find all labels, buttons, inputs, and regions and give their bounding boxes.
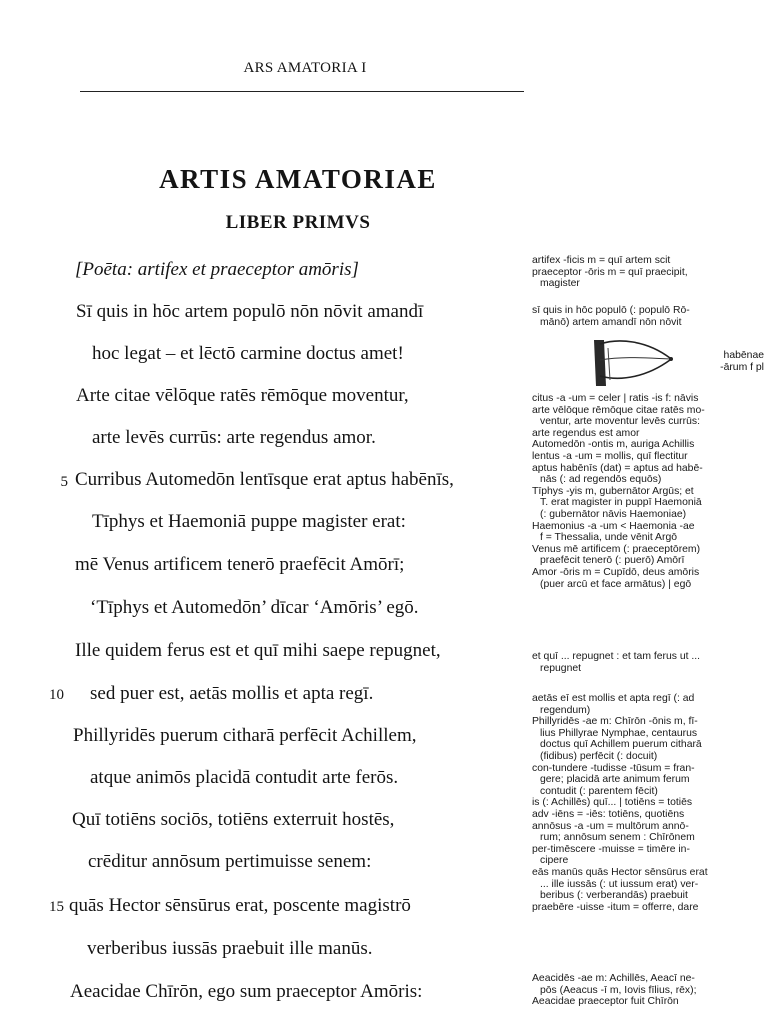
note-line: Aeacidae praeceptor fuit Chīrōn <box>532 996 679 1008</box>
note-block-si-quis <box>532 305 764 328</box>
note-line: pōs (Aeacus -ī m, Iovis fīlius, rēx); <box>540 984 697 996</box>
note-line: sī quis in hōc populō (: populō Rō- <box>532 305 690 316</box>
note-line: Haemonius -a -um < Haemonia -ae <box>532 520 695 532</box>
note-line: (puer arcū et face armātus) | egō <box>540 578 692 590</box>
note-line: lius Phillyrae Nymphae, centaurus <box>540 727 698 739</box>
note-line: lentus -a -um = mollis, quī flectitur <box>532 450 688 462</box>
verse-line: crēditur annōsum pertimuisse senem: <box>88 851 372 872</box>
note-line: (fidibus) perfēcit (: docuit) <box>540 750 658 762</box>
note-line: Venus mē artificem (: praeceptōrem) <box>532 543 701 555</box>
note-line: arte vēlōque rēmōque citae ratēs mo- <box>532 404 705 416</box>
note-line: Aeacidēs -ae m: Achillēs, Aeacī ne- <box>532 973 695 984</box>
verse-line: Tīphys et Haemoniā puppe magister erat: <box>92 511 406 532</box>
note-line: Phillyridēs -ae m: Chīrōn -ōnis m, fī- <box>532 716 698 728</box>
verse-line: hoc legat – et lēctō carmine doctus amet! <box>92 343 404 364</box>
note-line: ... ille iussās (: ut iussum erat) ver- <box>540 878 699 890</box>
verse-line: quās Hector sēnsūrus erat, poscente magistrō <box>69 895 411 916</box>
note-block-artifex <box>532 255 764 290</box>
verse-line: Arte citae vēlōque ratēs rēmōque moventur, <box>76 385 409 406</box>
note-block-repugnet <box>532 651 764 674</box>
verse-line: Phillyridēs puerum citharā perfēcit Achillem, <box>73 725 417 746</box>
note-line: arte regendus est amor <box>532 427 640 439</box>
line-number: 10 <box>49 687 64 703</box>
note-block-aeacides <box>532 973 764 1008</box>
note-line: con-tundere -tudisse -tūsum = fran- <box>532 762 695 774</box>
verse-line: ‘Tīphys et Automedōn’ dīcar ‘Amōris’ egō. <box>90 597 419 618</box>
note-line: citus -a -um = celer | ratis -is f: nāvis <box>532 393 699 404</box>
verse-line: verberibus iussās praebuit ille manūs. <box>87 938 373 959</box>
verse-line: Curribus Automedōn lentīsque erat aptus habēnīs, <box>75 469 454 490</box>
note-line: annōsus -a -um = multōrum annō- <box>532 820 689 832</box>
running-head: ARS AMATORIA I <box>243 60 367 76</box>
note-line: Automedōn -ontis m, auriga Achillis <box>532 439 695 451</box>
verse-line: arte levēs currūs: arte regendus amor. <box>92 427 376 448</box>
verse-line: Sī quis in hōc artem populō nōn nōvit amandī <box>76 301 424 322</box>
verse-line: atque animōs placidā contudit arte ferōs. <box>90 767 399 788</box>
note-line: cipere <box>540 855 569 867</box>
note-line: praefēcit tenerō (: puerō) Amōrī <box>540 555 685 567</box>
book-subtitle: LIBER PRIMVS <box>225 212 371 233</box>
note-line: T. erat magister in puppī Haemoniā <box>540 497 702 509</box>
verse-line: Quī totiēns sociōs, totiēns exterruit hostēs, <box>72 809 395 830</box>
note-line: Amor -ōris m = Cupīdō, deus amōris <box>532 566 700 578</box>
note-line: eās manūs quās Hector sēnsūrus erat <box>532 866 708 878</box>
note-line: is (: Achillēs) quī... | totiēns = totiēs <box>532 797 693 809</box>
reins-illustration-icon <box>588 336 678 390</box>
note-line: et quī ... repugnet : et tam ferus ut ... <box>532 651 701 662</box>
verse-line: Ille quidem ferus est et quī mihi saepe repugnet, <box>75 640 441 661</box>
note-block-citus <box>532 393 764 590</box>
note-line: repugnet <box>540 662 582 674</box>
verse-line: Aeacidae Chīrōn, ego sum praeceptor Amōris: <box>70 981 423 1002</box>
note-line: aetās eī est mollis et apta regī (: ad <box>532 693 695 704</box>
note-line: doctus quī Achillem puerum citharā <box>540 739 702 751</box>
reins-label-line: habēnae <box>723 350 764 361</box>
verse-intro: [Poēta: artifex et praeceptor amōris] <box>75 259 359 280</box>
note-line: contudit (: parentem fēcit) <box>540 785 658 797</box>
note-line: ventur, arte moventur levēs currūs: <box>540 416 700 428</box>
note-line: gere; placidā arte animum ferum <box>540 774 690 786</box>
note-line: magister <box>540 278 580 290</box>
reins-label <box>678 350 764 373</box>
header-rule <box>80 91 524 92</box>
note-line: f = Thessalia, unde vēnit Argō <box>540 532 677 544</box>
note-line: rum; annōsum senem : Chīrōnem <box>540 832 695 844</box>
note-line: per-timēscere -muisse = timēre in- <box>532 843 690 855</box>
note-line: (: gubernātor nāvis Haemoniae) <box>540 508 687 520</box>
note-line: beribus (: verberandās) praebuit <box>540 890 688 902</box>
verse-line: sed puer est, aetās mollis et apta regī. <box>90 683 374 704</box>
note-line: Tīphys -yis m, gubernātor Argūs; et <box>532 485 694 497</box>
note-line: aptus habēnīs (dat) = aptus ad habē- <box>532 462 703 474</box>
line-number: 15 <box>49 899 64 915</box>
note-line: regendum) <box>540 704 591 716</box>
note-block-aetas <box>532 693 764 913</box>
verse-line: mē Venus artificem tenerō praefēcit Amōrī; <box>75 554 405 575</box>
note-line: adv -iēns = -iēs: totiēns, quotiēns <box>532 808 685 820</box>
note-line: mānō) artem amandī nōn nōvit <box>540 316 682 328</box>
line-number: 5 <box>60 474 68 490</box>
note-line: artifex -ficis m = quī artem scit <box>532 255 671 266</box>
note-line: praebēre -uisse -itum = offerre, dare <box>532 901 699 913</box>
reins-label-line: -ārum f pl <box>720 361 764 373</box>
note-line: nās (: ad regendōs equōs) <box>540 474 662 486</box>
note-line: praeceptor -ōris m = quī praecipit, <box>532 266 688 278</box>
page-title: ARTIS AMATORIAE <box>159 164 437 194</box>
